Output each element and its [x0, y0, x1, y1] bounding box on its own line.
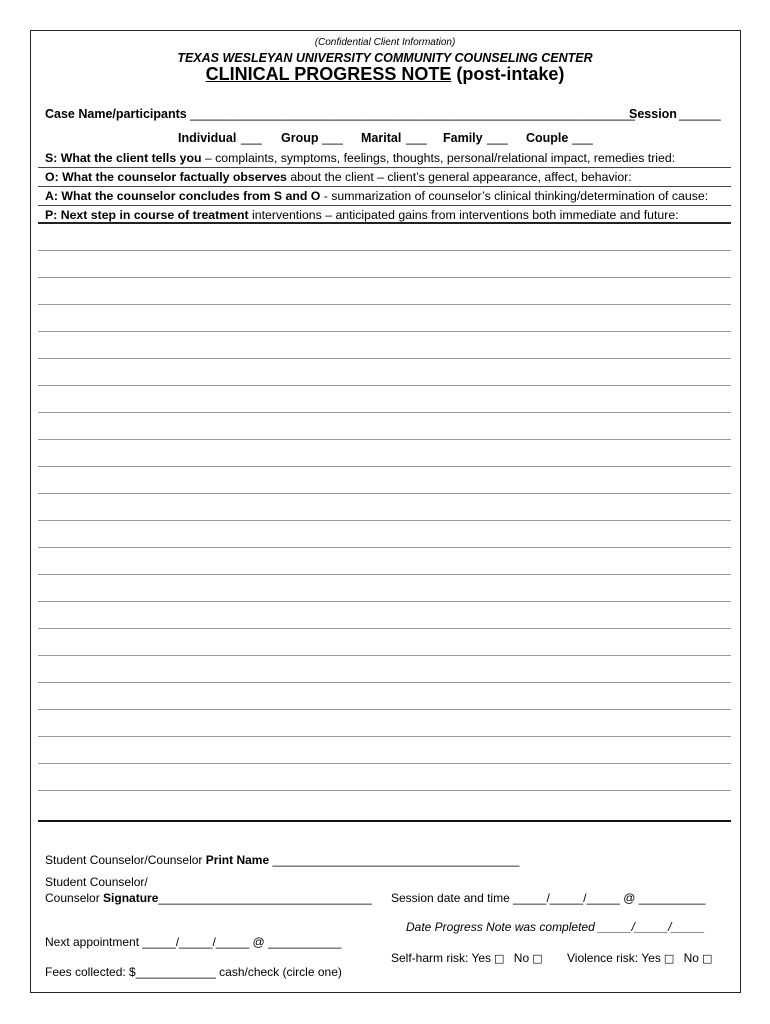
writing-line[interactable] — [38, 736, 731, 737]
writing-line[interactable] — [38, 547, 731, 548]
notes-end-divider — [38, 820, 731, 822]
self-harm-risk-row — [391, 951, 543, 965]
print-name-row — [45, 853, 519, 867]
writing-line[interactable] — [38, 520, 731, 521]
fees-label: Fees collected: $ — [45, 965, 136, 979]
writing-line[interactable] — [38, 250, 731, 251]
session-datetime-label: Session date and time — [391, 891, 510, 905]
soap-plan-text: interventions – anticipated gains from interventions both immediate and future: — [248, 208, 679, 222]
session-at: @ — [623, 891, 636, 905]
type-marital-field[interactable]: ___ — [406, 131, 427, 145]
signature-line1: Student Counselor/ — [45, 875, 148, 889]
soap-assessment-lead: A: What the counselor concludes from S and O — [45, 189, 321, 203]
soap-subjective-text: – complaints, symptoms, feelings, thoughts, personal/relational impact, remedies tried: — [201, 151, 676, 165]
type-marital-label: Marital — [361, 131, 402, 145]
print-name-field[interactable]: _____________________________________ — [272, 853, 520, 867]
case-name-field[interactable]: ________________________________________________________________ — [190, 107, 635, 121]
type-family-label: Family — [443, 131, 483, 145]
soap-subjective-lead: S: What the client tells you — [45, 151, 202, 165]
violence-risk-label: Violence risk: — [567, 951, 639, 965]
writing-line[interactable] — [38, 709, 731, 710]
next-appointment-label: Next appointment — [45, 935, 140, 949]
confidential-note: (Confidential Client Information) — [314, 37, 456, 48]
writing-line[interactable] — [38, 574, 731, 575]
soap-assessment-text: - summarization of counselor’s clinical thinking/determination of cause: — [320, 189, 709, 203]
violence-yes-checkbox[interactable]: □ — [663, 952, 675, 965]
writing-line[interactable] — [38, 601, 731, 602]
session-type-row — [0, 131, 770, 147]
violence-yes-label: Yes — [641, 951, 661, 965]
writing-line[interactable] — [38, 763, 731, 764]
next-appointment-at: @ — [252, 935, 265, 949]
print-name-bold: Print Name — [205, 853, 270, 867]
date-completed-field[interactable]: _____/_____/_____ — [598, 920, 705, 934]
writing-line[interactable] — [38, 385, 731, 386]
self-harm-yes-label: Yes — [471, 951, 492, 965]
soap-assessment — [38, 187, 731, 206]
form-title-suffix: (post-intake) — [456, 64, 565, 84]
self-harm-risk-label: Self-harm risk: — [391, 951, 469, 965]
next-appointment-row — [45, 935, 341, 949]
signature-field[interactable]: ________________________________ — [158, 891, 372, 905]
writing-line[interactable] — [38, 682, 731, 683]
type-group-label: Group — [281, 131, 319, 145]
form-title — [0, 64, 770, 85]
session-time-field[interactable]: __________ — [638, 891, 706, 905]
soap-plan-lead: P: Next step in course of treatment — [45, 208, 249, 222]
session-datetime-row — [391, 891, 706, 905]
writing-line[interactable] — [38, 304, 731, 305]
writing-line[interactable] — [38, 493, 731, 494]
date-completed-label: Date Progress Note was completed — [406, 920, 595, 934]
fees-field[interactable]: ____________ — [135, 965, 216, 979]
violence-risk-row — [567, 951, 712, 965]
signature-row — [45, 891, 372, 905]
writing-line[interactable] — [38, 277, 731, 278]
case-name-row — [45, 107, 725, 123]
violence-no-checkbox[interactable]: □ — [701, 952, 713, 965]
next-appointment-time-field[interactable]: ___________ — [268, 935, 342, 949]
fees-payment-method: cash/check (circle one) — [219, 965, 342, 979]
type-couple-field[interactable]: ___ — [572, 131, 593, 145]
type-group-field[interactable]: ___ — [322, 131, 343, 145]
writing-line[interactable] — [38, 439, 731, 440]
violence-no-label: No — [683, 951, 699, 965]
writing-line[interactable] — [38, 331, 731, 332]
soap-objective-lead: O: What the counselor factually observes — [45, 170, 287, 184]
signature-label: Counselor — [45, 891, 100, 905]
writing-line[interactable] — [38, 628, 731, 629]
case-name-label: Case Name/participants — [45, 107, 187, 121]
print-name-label: Student Counselor/Counselor — [45, 853, 203, 867]
type-couple-label: Couple — [526, 131, 569, 145]
fees-row — [45, 965, 342, 979]
self-harm-no-checkbox[interactable]: □ — [532, 952, 543, 965]
session-date-field[interactable]: _____/_____/_____ — [513, 891, 620, 905]
soap-objective — [38, 168, 731, 187]
session-field[interactable]: ______ — [679, 107, 721, 121]
organization-name: TEXAS WESLEYAN UNIVERSITY COMMUNITY COUNSELING CENTER — [177, 51, 593, 65]
writing-line[interactable] — [38, 655, 731, 656]
type-individual-field[interactable]: ___ — [241, 131, 262, 145]
soap-divider — [38, 222, 731, 224]
type-individual-label: Individual — [178, 131, 237, 145]
form-title-main: CLINICAL PROGRESS NOTE — [205, 64, 452, 84]
soap-subjective — [38, 149, 731, 168]
signature-bold: Signature — [103, 891, 159, 905]
writing-line[interactable] — [38, 466, 731, 467]
next-appointment-date-field[interactable]: _____/_____/_____ — [142, 935, 250, 949]
session-label: Session — [629, 107, 677, 121]
self-harm-yes-checkbox[interactable]: □ — [494, 952, 505, 965]
soap-objective-text: about the client – client’s general appearance, affect, behavior: — [286, 170, 632, 184]
date-completed-row — [406, 920, 705, 934]
writing-line[interactable] — [38, 790, 731, 791]
self-harm-no-label: No — [513, 951, 530, 965]
writing-line[interactable] — [38, 358, 731, 359]
writing-line[interactable] — [38, 412, 731, 413]
type-family-field[interactable]: ___ — [487, 131, 508, 145]
